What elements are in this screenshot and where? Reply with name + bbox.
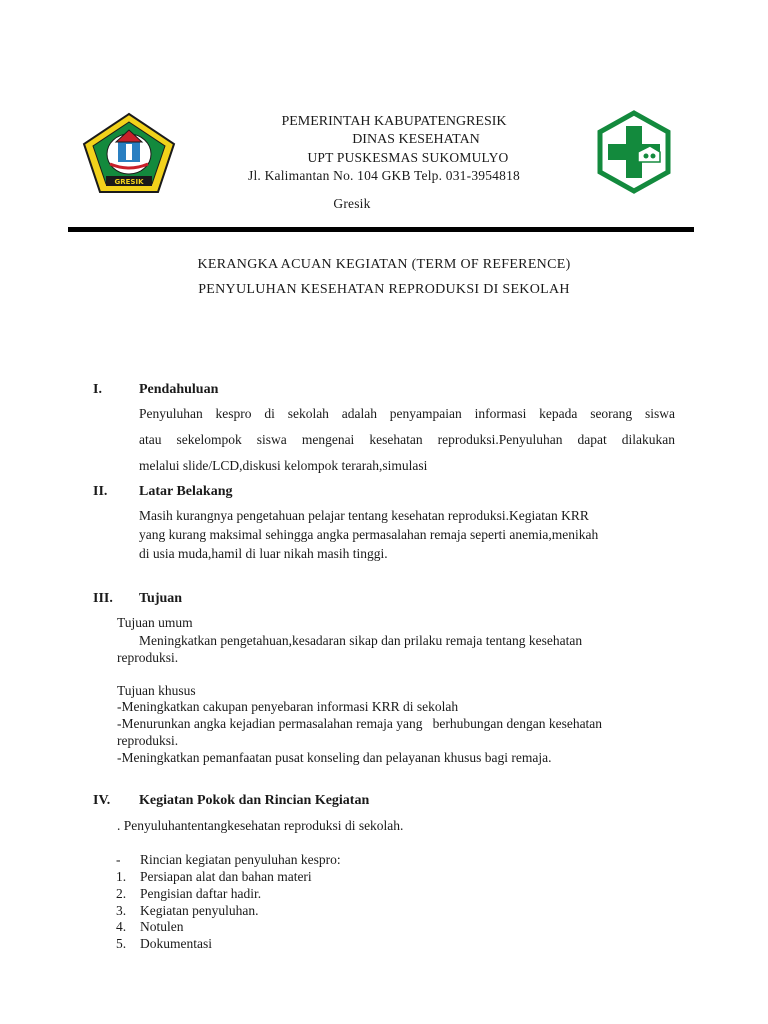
list-marker: 5. — [116, 936, 127, 951]
list-text: Kegiatan penyuluhan. — [140, 903, 259, 918]
header-government: PEMERINTAH KABUPATENGRESIK — [281, 114, 507, 129]
puskesmas-logo — [596, 110, 672, 194]
specific-objective-line-4: -Meningkatkan pemanfaatan pusat konseling dan pelayanan khusus bagi remaja. — [117, 750, 552, 765]
section-4-number: IV. — [93, 793, 111, 808]
specific-objective-line-3: reproduksi. — [117, 733, 179, 748]
section-1-line-1: Penyuluhan kespro di sekolah adalah penyampaian informasi kepada seorang siswa — [139, 406, 675, 421]
specific-objective-line-2: -Menurunkan angka kejadian permasalahan remaja yang berhubungan dengan kesehatan — [117, 716, 603, 731]
list-text: Dokumentasi — [140, 936, 212, 951]
list-text: Rincian kegiatan penyuluhan kespro: — [140, 852, 341, 867]
header-address: Jl. Kalimantan No. 104 GKB Telp. 031-3954818 — [248, 168, 520, 183]
section-1-number: I. — [93, 382, 102, 397]
document-title: KERANGKA ACUAN KEGIATAN (TERM OF REFERENCE) — [197, 257, 571, 272]
specific-objective-label: Tujuan khusus — [117, 683, 196, 698]
section-4-title: Kegiatan Pokok dan Rincian Kegiatan — [139, 793, 370, 808]
section-2-line-1: Masih kurangnya pengetahuan pelajar tentang kesehatan reproduksi.Kegiatan KRR — [139, 508, 589, 523]
general-objective-label: Tujuan umum — [117, 615, 193, 630]
header-department: DINAS KESEHATAN — [352, 132, 480, 147]
list-marker: 1. — [116, 869, 127, 884]
section-2-number: II. — [93, 484, 108, 499]
section-3-number: III. — [93, 591, 113, 606]
specific-objective-line-1: -Meningkatkan cakupan penyebaran informasi KRR di sekolah — [117, 699, 459, 714]
header-city: Gresik — [333, 196, 371, 211]
general-objective-line-2: reproduksi. — [117, 650, 179, 665]
list-text: Persiapan alat dan bahan materi — [140, 869, 312, 884]
general-objective-line-1: Meningkatkan pengetahuan,kesadaran sikap dan prilaku remaja tentang kesehatan — [139, 633, 583, 648]
section-2-title: Latar Belakang — [139, 484, 233, 499]
section-2-line-3: di usia muda,hamil di luar nikah masih tinggi. — [139, 546, 388, 561]
list-text: Notulen — [140, 919, 184, 934]
section-3-title: Tujuan — [139, 591, 183, 606]
section-1-line-3: melalui slide/LCD,diskusi kelompok terarah,simulasi — [139, 458, 428, 473]
document-subtitle: PENYULUHAN KESEHATAN REPRODUKSI DI SEKOLAH — [198, 282, 570, 297]
list-marker: 2. — [116, 886, 127, 901]
list-text: Pengisian daftar hadir. — [140, 886, 262, 901]
list-marker: 4. — [116, 919, 127, 934]
main-activity: . Penyuluhantentangkesehatan reproduksi di sekolah. — [117, 818, 404, 833]
section-1-title: Pendahuluan — [139, 382, 219, 397]
list-marker: 3. — [116, 903, 127, 918]
section-1-line-2: atau sekelompok siswa mengenai kesehatan reproduksi.Penyuluhan dapat dilakukan — [139, 432, 675, 447]
header-puskesmas: UPT PUSKESMAS SUKOMULYO — [307, 150, 509, 165]
gresik-logo-label: GRESIK — [114, 178, 144, 186]
header-divider — [68, 227, 694, 232]
list-marker: - — [116, 852, 121, 867]
section-2-line-2: yang kurang maksimal sehingga angka permasalahan remaja seperti anemia,menikah — [139, 527, 599, 542]
